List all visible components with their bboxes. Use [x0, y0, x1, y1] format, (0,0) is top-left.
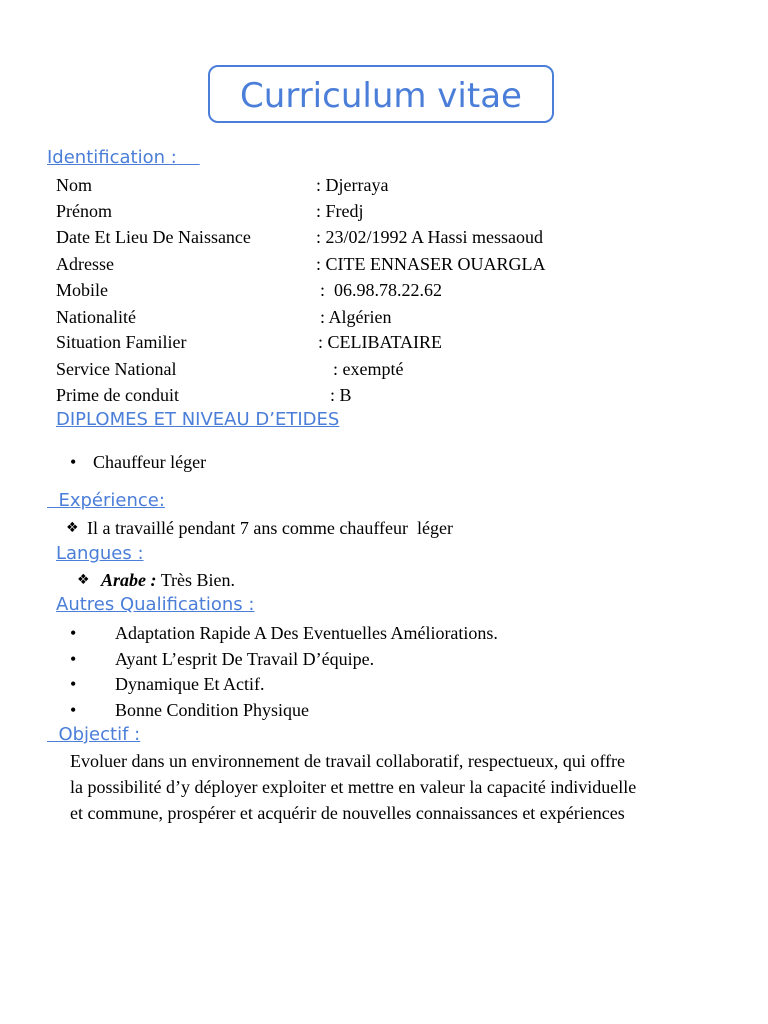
experience-item: Il a travaillé pendant 7 ans comme chauffeur léger	[87, 518, 454, 538]
id-value-adresse: : CITE ENNASER OUARGLA	[316, 254, 546, 274]
bullet-icon: •	[70, 649, 77, 669]
id-label-nationalite: Nationalité	[56, 307, 136, 327]
id-value-naissance: : 23/02/1992 A Hassi messaoud	[316, 227, 544, 247]
id-value-situation: : CELIBATAIRE	[318, 332, 443, 352]
experience-heading	[47, 490, 165, 512]
langue-name: Arabe :	[101, 570, 157, 590]
qualification-item: Adaptation Rapide A Des Eventuelles Améliorations.	[115, 623, 498, 643]
experience-heading-text: Expérience:	[58, 490, 165, 511]
id-label-adresse: Adresse	[56, 254, 114, 274]
document-title: Curriculum vitae	[240, 76, 522, 116]
diplomes-heading: DIPLOMES ET NIVEAU D’ETIDES	[56, 409, 340, 430]
qualification-item: Dynamique Et Actif.	[115, 674, 265, 694]
diamond-bullet-icon: ❖	[77, 572, 90, 588]
qualification-item: Ayant L’esprit De Travail D’équipe.	[115, 649, 375, 669]
id-label-permis: Prime de conduit	[56, 385, 179, 405]
objectif-line: et commune, prospérer et acquérir de nouvelles connaissances et expériences	[70, 803, 625, 823]
id-label-service: Service National	[56, 359, 177, 379]
id-label-naissance: Date Et Lieu De Naissance	[56, 227, 251, 247]
qualifications-heading: Autres Qualifications :	[56, 594, 255, 615]
id-value-mobile: : 06.98.78.22.62	[320, 280, 443, 300]
qualification-item: Bonne Condition Physique	[115, 700, 310, 720]
bullet-icon: •	[70, 700, 77, 720]
objectif-heading-text: Objectif :	[58, 724, 141, 745]
langue-level: Très Bien.	[160, 570, 236, 590]
id-value-nom: : Djerraya	[316, 175, 389, 195]
id-label-nom: Nom	[56, 175, 92, 195]
diplome-item: Chauffeur léger	[93, 452, 207, 472]
id-label-situation: Situation Familier	[56, 332, 187, 352]
id-value-nationalite: : Algérien	[320, 307, 392, 327]
id-label-mobile: Mobile	[56, 280, 108, 300]
id-label-prenom: Prénom	[56, 201, 112, 221]
id-value-prenom: : Fredj	[316, 201, 364, 221]
id-value-service: : exempté	[333, 359, 404, 379]
langue-item	[101, 569, 235, 591]
objectif-line: Evoluer dans un environnement de travail collaboratif, respectueux, qui offre	[70, 751, 625, 771]
id-value-permis: : B	[330, 385, 352, 405]
bullet-icon: •	[70, 623, 77, 643]
bullet-icon: •	[70, 674, 77, 694]
objectif-heading	[47, 724, 140, 746]
identification-heading	[47, 147, 200, 169]
diamond-bullet-icon: ❖	[66, 520, 79, 536]
langues-heading: Langues :	[56, 543, 144, 564]
bullet-icon: •	[70, 452, 77, 472]
objectif-line: la possibilité d’y déployer exploiter et mettre en valeur la capacité individuelle	[70, 777, 637, 797]
identification-heading-text: Identification :	[47, 147, 177, 168]
title-box	[208, 65, 554, 123]
